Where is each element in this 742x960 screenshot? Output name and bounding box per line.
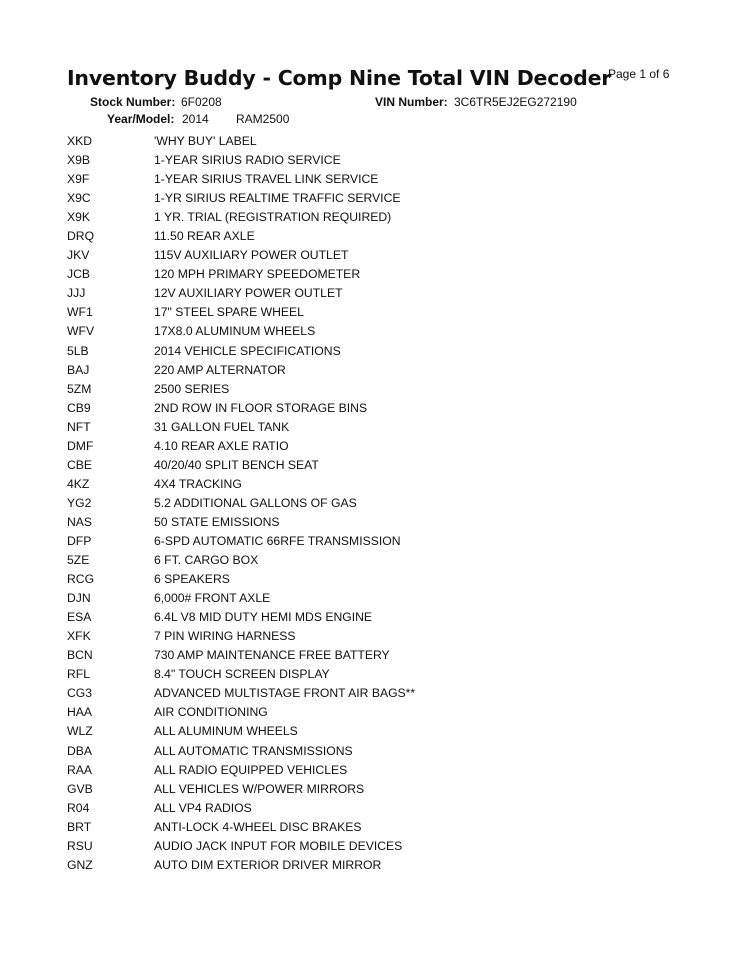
option-description: ALL VP4 RADIOS (154, 800, 252, 815)
option-description: 31 GALLON FUEL TANK (154, 419, 290, 434)
option-code: RSU (67, 838, 93, 853)
option-code: WLZ (67, 724, 93, 739)
option-description: 6 FT. CARGO BOX (154, 553, 259, 568)
option-description: ADVANCED MULTISTAGE FRONT AIR BAGS** (154, 686, 416, 701)
option-code: XKD (67, 134, 93, 148)
option-description: 2ND ROW IN FLOOR STORAGE BINS (154, 400, 368, 415)
option-row (0, 189, 742, 208)
option-row (0, 799, 742, 818)
option-code: X9F (67, 172, 90, 187)
option-description: 4.10 REAR AXLE RATIO (154, 438, 289, 453)
option-description: 'WHY BUY' LABEL (154, 134, 257, 148)
option-code: ESA (67, 610, 92, 625)
option-description: 4X4 TRACKING (154, 476, 242, 491)
option-description: 7 PIN WIRING HARNESS (154, 629, 296, 644)
option-row (0, 399, 742, 418)
option-description: 5.2 ADDITIONAL GALLONS OF GAS (154, 495, 357, 510)
option-row (0, 494, 742, 513)
option-code: JJJ (67, 286, 86, 301)
option-row (0, 246, 742, 265)
option-row (0, 551, 742, 570)
option-row (0, 532, 742, 551)
option-description: 1-YR SIRIUS REALTIME TRAFFIC SERVICE (154, 191, 401, 206)
option-row (0, 322, 742, 341)
option-description: ALL RADIO EQUIPPED VEHICLES (154, 762, 348, 777)
option-code: CG3 (67, 686, 93, 701)
option-row (0, 361, 742, 380)
option-code: NAS (67, 514, 93, 529)
option-description: 2014 VEHICLE SPECIFICATIONS (154, 343, 341, 358)
option-row (0, 418, 742, 437)
option-description: 6.4L V8 MID DUTY HEMI MDS ENGINE (154, 610, 373, 625)
option-code: GVB (67, 781, 93, 796)
option-description: 11.50 REAR AXLE (154, 229, 255, 244)
option-description: ALL AUTOMATIC TRANSMISSIONS (154, 743, 353, 758)
option-row (0, 703, 742, 722)
option-row (0, 742, 742, 761)
option-code: CBE (67, 457, 93, 472)
option-row (0, 627, 742, 646)
option-description: 220 AMP ALTERNATOR (154, 362, 286, 377)
option-code: BAJ (67, 362, 90, 377)
option-code: RFL (67, 667, 91, 682)
option-row (0, 513, 742, 532)
option-row (0, 132, 742, 151)
option-code: RCG (67, 572, 95, 587)
option-code: JKV (67, 248, 90, 263)
option-code: 5ZM (67, 381, 92, 396)
option-row (0, 208, 742, 227)
option-row (0, 380, 742, 399)
option-description: ANTI-LOCK 4-WHEEL DISC BRAKES (154, 819, 362, 834)
option-row (0, 170, 742, 189)
year-value: 2014 (182, 112, 209, 126)
option-code: NFT (67, 419, 91, 434)
option-code: DJN (67, 591, 91, 606)
option-description: 17" STEEL SPARE WHEEL (154, 305, 304, 320)
page-title: Inventory Buddy - Comp Nine Total VIN Decoder (67, 66, 612, 90)
option-row (0, 227, 742, 246)
vin-number-value: 3C6TR5EJ2EG272190 (454, 95, 577, 109)
option-description: 6-SPD AUTOMATIC 66RFE TRANSMISSION (154, 533, 401, 548)
option-description: 50 STATE EMISSIONS (154, 514, 280, 529)
option-row (0, 151, 742, 170)
stock-number-value: 6F0208 (181, 95, 222, 109)
option-row (0, 570, 742, 589)
option-description: 120 MPH PRIMARY SPEEDOMETER (154, 267, 361, 282)
option-code: CB9 (67, 400, 91, 415)
option-code-list (0, 132, 742, 875)
option-code: RAA (67, 762, 93, 777)
option-code: JCB (67, 267, 91, 282)
option-description: AUDIO JACK INPUT FOR MOBILE DEVICES (154, 838, 403, 853)
option-code: DRQ (67, 229, 95, 244)
option-description: AUTO DIM EXTERIOR DRIVER MIRROR (154, 857, 382, 872)
option-row (0, 646, 742, 665)
option-description: 730 AMP MAINTENANCE FREE BATTERY (154, 648, 390, 663)
option-row (0, 665, 742, 684)
vin-number-label: VIN Number: (375, 95, 448, 109)
option-code: HAA (67, 705, 93, 720)
page-number: Page 1 of 6 (608, 67, 670, 81)
option-code: 4KZ (67, 476, 90, 491)
option-description: ALL VEHICLES W/POWER MIRRORS (154, 781, 365, 796)
option-code: DBA (67, 743, 93, 758)
option-code: WF1 (67, 305, 93, 320)
option-code: X9C (67, 191, 91, 206)
option-description: ALL ALUMINUM WHEELS (154, 724, 298, 739)
option-code: DFP (67, 533, 92, 548)
option-row (0, 780, 742, 799)
option-row (0, 608, 742, 627)
option-description: 6 SPEAKERS (154, 572, 230, 587)
option-code: R04 (67, 800, 90, 815)
option-row (0, 456, 742, 475)
option-code: GNZ (67, 857, 93, 872)
option-description: 8.4" TOUCH SCREEN DISPLAY (154, 667, 330, 682)
option-row (0, 684, 742, 703)
option-row (0, 437, 742, 456)
option-row (0, 589, 742, 608)
option-description: 1-YEAR SIRIUS RADIO SERVICE (154, 153, 341, 168)
option-row (0, 856, 742, 875)
option-code: 5LB (67, 343, 89, 358)
option-description: 1 YR. TRIAL (REGISTRATION REQUIRED) (154, 210, 392, 225)
option-row (0, 265, 742, 284)
option-code: BRT (67, 819, 92, 834)
option-code: XFK (67, 629, 91, 644)
option-row (0, 818, 742, 837)
option-description: 12V AUXILIARY POWER OUTLET (154, 286, 343, 301)
option-description: 40/20/40 SPLIT BENCH SEAT (154, 457, 319, 472)
option-row (0, 284, 742, 303)
option-description: 6,000# FRONT AXLE (154, 591, 271, 606)
stock-number-label: Stock Number: (90, 95, 176, 109)
option-code: X9K (67, 210, 91, 225)
option-code: YG2 (67, 495, 92, 510)
option-description: 1-YEAR SIRIUS TRAVEL LINK SERVICE (154, 172, 379, 187)
option-code: X9B (67, 153, 91, 168)
option-code: WFV (67, 324, 95, 339)
option-row (0, 722, 742, 741)
option-code: 5ZE (67, 553, 90, 568)
option-code: DMF (67, 438, 94, 453)
option-description: 115V AUXILIARY POWER OUTLET (154, 248, 349, 263)
option-row (0, 761, 742, 780)
option-row (0, 303, 742, 322)
option-row (0, 342, 742, 361)
year-model-label: Year/Model: (107, 112, 175, 126)
option-description: 2500 SERIES (154, 381, 230, 396)
option-row (0, 475, 742, 494)
option-row (0, 837, 742, 856)
option-description: AIR CONDITIONING (154, 705, 268, 720)
option-code: BCN (67, 648, 93, 663)
model-value: RAM2500 (236, 112, 290, 126)
option-description: 17X8.0 ALUMINUM WHEELS (154, 324, 316, 339)
